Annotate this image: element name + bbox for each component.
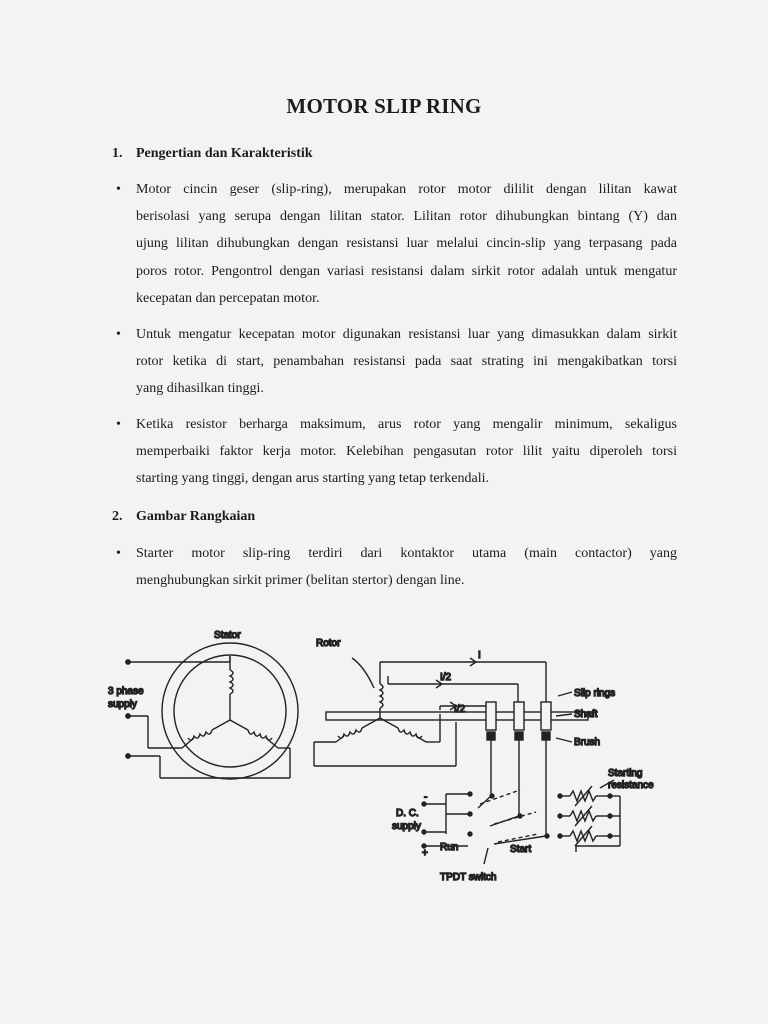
bullet-icon: •: [116, 327, 121, 342]
current-label: I: [478, 650, 481, 661]
text-line: Untuk mengatur kecepatan motor digunakan resistansi luar yang dimasukkan dalam sirkit: [136, 327, 677, 342]
dc-supply-label: supply: [392, 821, 421, 832]
slip-rings-label: Slip rings: [574, 688, 616, 699]
slip-ring-circuit-diagram: [100, 618, 680, 893]
bullet-icon: •: [116, 417, 121, 432]
bullet-icon: •: [116, 546, 121, 561]
text-line: Starter motor slip-ring terdiri dari kontaktor utama (main contactor) yang: [136, 546, 677, 561]
paragraph-3: [136, 411, 677, 493]
paragraph-1: [136, 176, 677, 312]
minus-label: -: [424, 792, 428, 803]
text-line: starting yang tinggi, dengan arus starting yang tetap terkendali.: [136, 471, 490, 487]
text-line: ujung lilitan dihubungkan dengan resistansi luar melalui cincin-slip yang terpasang pada: [136, 236, 677, 252]
text-line: yang dihasilkan tinggi.: [136, 381, 264, 397]
paragraph-2: [136, 321, 677, 403]
rotor-winding: [336, 658, 426, 742]
text-line: berisolasi yang serupa dengan lilitan stator. Lilitan rotor dihubungkan bintang (Y) dan: [136, 209, 677, 225]
section-heading-1: [112, 146, 313, 162]
text-line: rotor ketika di start, penambahan resistansi pada saat strating ini mengakibatkan torsi: [136, 354, 677, 370]
rotor-wiring: [314, 662, 546, 766]
text-line: poros rotor. Pengontrol dengan variasi resistansi dalam sirkit rotor adalah untuk mengatur: [136, 263, 677, 279]
document-title: MOTOR SLIP RING: [286, 94, 482, 118]
starting-resistance-label: resistance: [608, 780, 654, 791]
dc-supply-label: D. C.: [396, 808, 419, 819]
text-line: menghubungkan sirkit primer (belitan stertor) dengan line.: [136, 573, 465, 589]
brush-label: Brush: [574, 737, 601, 748]
paragraph-4: [136, 540, 677, 594]
start-label: Start: [510, 844, 532, 855]
text-line: kecepatan dan percepatan motor.: [136, 290, 320, 306]
current-label: I/2: [440, 672, 452, 683]
rotor-label: Rotor: [316, 638, 341, 649]
bullet-icon: •: [116, 182, 121, 197]
stator-label: Stator: [214, 630, 241, 641]
dc-supply: [422, 794, 468, 848]
section-title: Pengertian dan Karakteristik: [136, 146, 313, 161]
section-number: 2.: [112, 509, 123, 524]
plus-label: +: [422, 848, 428, 859]
supply-label: 3 phase: [108, 686, 144, 697]
run-label: Run: [440, 842, 459, 853]
text-line: memperbaiki faktor kerja motor. Kelebihan pengasutan rotor lilit yaitu diperoleh torsi: [136, 444, 677, 460]
text-line: Ketika resistor berharga maksimum, arus rotor yang mengalir minimum, sekaligus: [136, 417, 677, 432]
section-heading-2: [112, 509, 255, 525]
section-title: Gambar Rangkaian: [136, 509, 256, 524]
starting-resistance-label: Starting: [608, 768, 643, 779]
text-line: Motor cincin geser (slip-ring), merupakan rotor motor dililit dengan lilitan kawat: [136, 182, 677, 197]
supply-label: supply: [108, 699, 137, 710]
stator-winding: [182, 656, 278, 748]
supply-lines: [126, 656, 290, 778]
tpdt-switch-label: TPDT switch: [440, 872, 497, 883]
current-label: I/2: [454, 704, 466, 715]
shaft-label: Shaft: [574, 709, 598, 720]
section-number: 1.: [112, 146, 123, 161]
